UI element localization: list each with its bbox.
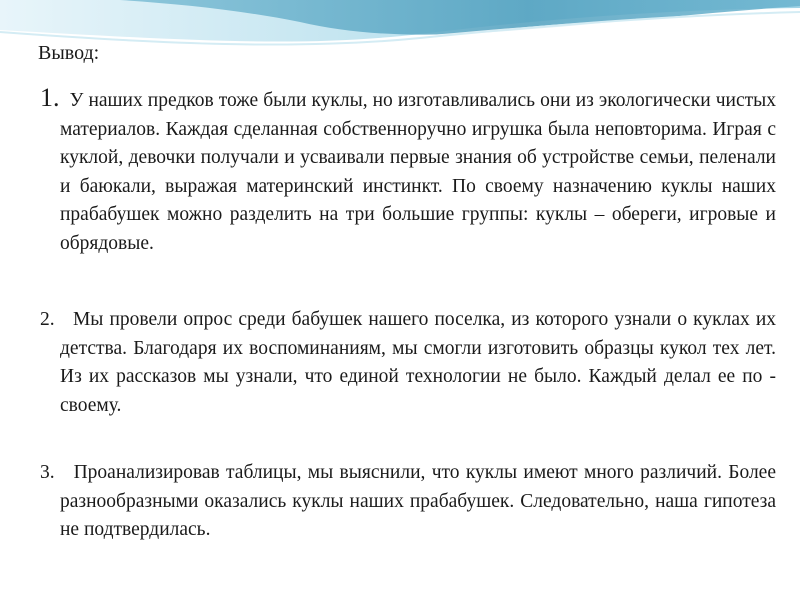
item-text: Мы провели опрос среди бабушек нашего поселка, из которого узнали о куклах их детства. Благодаря их воспоминаниям, мы смогли изготовить образцы кукол тех лет. Из их рассказов мы узнали, что единой технологии не было. Каждый делал ее по - своему. [60,309,777,416]
conclusion-item-2 [40,306,776,420]
item-number: 1. [40,83,60,112]
item-text: У наших предков тоже были куклы, но изготавливались они из экологически чистых материалов. Каждая сделанная собственноручно игрушка была неповторима. Играя с куклой, девочки получали и усваивали первые знания об устройстве семьи, пеленали и баюкали, выражая материнский инстинкт. По своему назначению куклы наших прабабушек можно разделить на три большие группы: куклы – обереги, игровые и обрядовые. [60,90,777,254]
conclusion-heading: Вывод: [38,42,100,64]
conclusion-item-3 [40,459,776,545]
item-text: Проанализировав таблицы, мы выяснили, что куклы имеют много различий. Более разнообразными оказались куклы наших прабабушек. Следовательно, наша гипотеза не подтвердилась. [60,462,776,540]
conclusion-item-1 [40,84,776,258]
item-number: 3. [40,462,55,483]
item-number: 2. [40,309,55,330]
